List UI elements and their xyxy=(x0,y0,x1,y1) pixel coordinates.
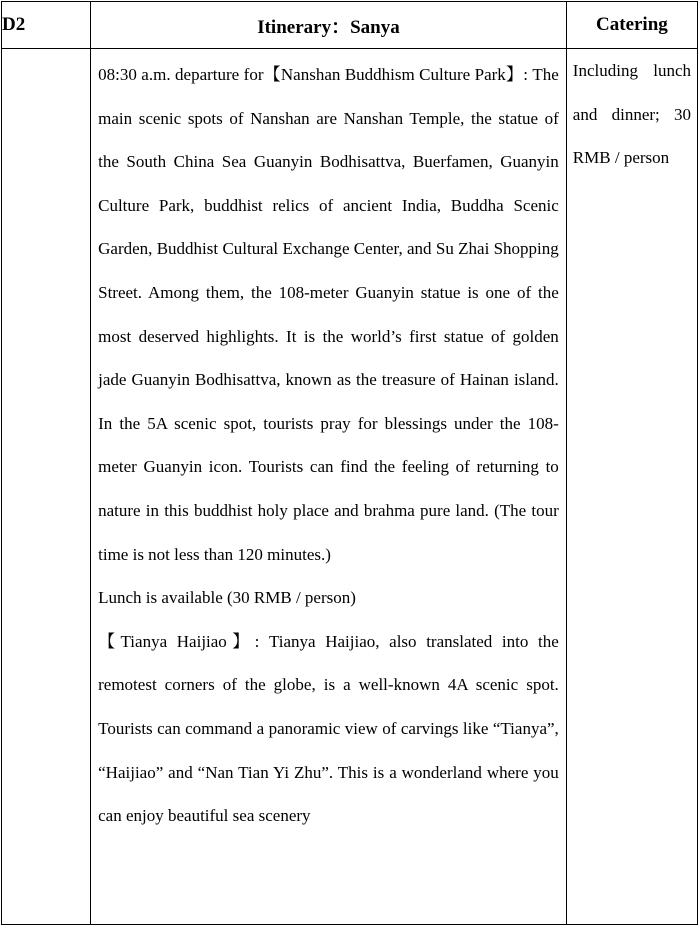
catering-cell xyxy=(566,49,697,925)
itinerary-table xyxy=(1,1,698,925)
day-cell xyxy=(2,49,91,925)
header-row xyxy=(2,2,698,49)
day-header: D2 xyxy=(2,2,91,49)
paragraph-tianya: 【Tianya Haijiao】: Tianya Haijiao, also translated into the remotest corners of the globe, is a well-known 4A scenic spot. Tourists can command a panoramic view of carvings like “Tianya”, “Haijiao” and “Nan Tian Yi Zhu”. This is a wonderland where you can enjoy beautiful sea scenery xyxy=(98,631,559,826)
itinerary-text xyxy=(91,49,566,838)
itinerary-cell xyxy=(91,49,567,925)
itinerary-header: Itinerary：Sanya xyxy=(91,2,567,49)
day-row xyxy=(2,49,698,925)
catering-text: Including lunch and dinner; 30 RMB / person xyxy=(572,61,691,168)
paragraph-lunch: Lunch is available (30 RMB / person) xyxy=(98,588,356,608)
paragraph-nanshan: 08:30 a.m. departure for【Nanshan Buddhism Culture Park】: The main scenic spots of Nanshan are Nanshan Temple, the statue of the South China Sea Guanyin Bodhisattva, Buerfamen, Guanyin Culture Park, buddhist relics of ancient India, Buddha Scenic Garden, Buddhist Cultural Exchange Center, and Su Zhai Shopping Street. Among them, the 108-meter Guanyin statue is one of the most deserved highlights. It is the world’s first statue of golden jade Guanyin Bodhisattva, known as the treasure of Hainan island. In the 5A scenic spot, tourists pray for blessings under the 108-meter Guanyin icon. Tourists can find the feeling of returning to nature in this buddhist holy place and brahma pure land. (The tour time is not less than 120 minutes.) xyxy=(98,65,559,564)
catering-header: Catering xyxy=(566,2,697,49)
